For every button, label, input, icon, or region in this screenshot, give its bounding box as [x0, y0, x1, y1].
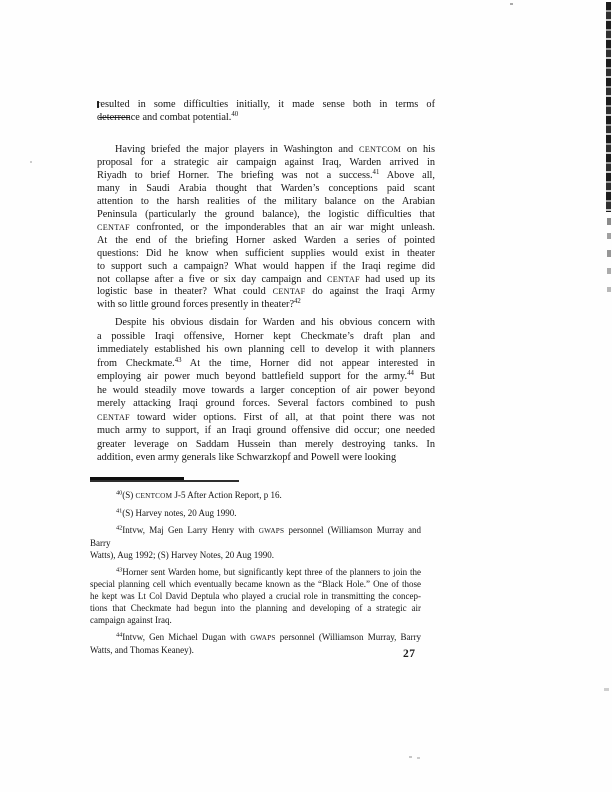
smallcaps-acronym: CENTCOM: [135, 492, 173, 500]
text-line: much army to support, if an Iraqi ground offensive did occur; one needed: [97, 425, 435, 436]
text-line: attention to the harsh realities of the military balance on the Arabian: [97, 195, 435, 207]
text-line: deterrence and combat potential.$^{40}$: [97, 111, 239, 123]
scan-artifact-speck: [510, 3, 513, 5]
text-line: he would steadily move towards a larger conception of air power beyond: [97, 384, 435, 396]
text-line: At the end of the briefing Horner asked Warden a series of pointed: [97, 234, 435, 246]
text-line: addition, even army generals like Schwarzkopf and Powell were looking: [97, 452, 397, 463]
footnote-ref: 44: [407, 370, 414, 377]
smallcaps-acronym: CENTAF: [272, 287, 306, 297]
scan-artifact-dash: [607, 218, 611, 225]
text-line: proposal for a strategic air campaign against Iraq, Warden arrived in: [97, 156, 435, 168]
footnote-40: [90, 489, 421, 502]
text-line: a possible Iraqi offensive, Horner kept Checkmate’s draft plan and: [97, 330, 435, 342]
footnote-42: [90, 524, 421, 561]
scan-artifact-right-edge-dashes: [606, 2, 611, 212]
text-line: Riyadh to brief Horner. The briefing was not a success.$^{41}$ Above all,: [97, 168, 435, 181]
text-line: immediately established his own planning cell to develop it with planners: [97, 344, 435, 355]
scan-artifact-dash: [607, 233, 611, 239]
paragraph: [97, 144, 435, 312]
text-line: greater leverage on Saddam Hussein than merely destroying tanks. In: [97, 438, 435, 450]
footnote-marker: 43: [116, 566, 123, 574]
footnote-ref: 41: [372, 168, 380, 176]
footnote-line: campaign against Iraq.: [90, 615, 172, 625]
footnote-ref: 42: [294, 298, 301, 306]
smallcaps-acronym: CENTAF: [327, 274, 360, 284]
smallcaps-acronym: GWAPS: [250, 634, 276, 642]
text-line: from Checkmate.$^{43}$ At the time, Horner did not appear interested in: [97, 356, 435, 369]
text-line: with so little ground forces presently in theater?$^{42}$: [97, 298, 301, 311]
text-line: to support such a campaign? What would happen if the Iraqi regime did: [97, 260, 435, 272]
text-line: questions: Did he know when sufficient supplies would exist in theater: [97, 247, 435, 259]
page-number: 27: [403, 648, 416, 660]
footnote-marker: 40: [116, 489, 123, 497]
smallcaps-acronym: CENTAF: [97, 222, 130, 232]
text-line: many in Saudi Arabia thought that Warden’s conceptions paid scant: [97, 182, 435, 194]
footnote-line: $^{40}$(S) CENTCOM J-5 After Action Report, p 16.: [116, 489, 282, 500]
text-line: not collapse after a five or six day campaign and CENTAF had used up its: [97, 273, 435, 285]
footnote-line: Watts, and Thomas Keaney).: [90, 645, 194, 655]
scan-artifact-speck: [417, 757, 420, 759]
footnote-43: [90, 566, 421, 626]
text-line: employing air power much beyond battlefield support for the army.$^{44}$ But: [97, 370, 435, 382]
footnote-line: tions that Checkmate had begun into the planning and developing of a strategic air: [90, 603, 421, 613]
footnote-ref: 40: [231, 111, 239, 118]
footnote-marker: 44: [116, 631, 123, 639]
footnote-line: $^{42}$Intvw, Maj Gen Larry Henry with GWAPS personnel (Williamson Murray and Barry: [90, 524, 421, 548]
footnote-separator-ghost: [90, 480, 239, 482]
smallcaps-acronym: CENTCOM: [359, 145, 402, 154]
footnote-line: special planning cell which eventually became known as the “Black Hole.” One of those: [90, 579, 421, 589]
footnotes: [90, 489, 421, 661]
text-line: Having briefed the major players in Washington and CENTCOM on his: [115, 144, 435, 155]
scan-artifact-speck: [30, 161, 32, 163]
text-line: Despite his obvious disdain for Warden and his obvious concern with: [115, 317, 435, 328]
footnote-line: $^{41}$(S) Harvey notes, 20 Aug 1990.: [116, 507, 237, 518]
scan-artifact-dash: [607, 268, 611, 274]
footnote-line: Watts), Aug 1992; (S) Harvey Notes, 20 Aug 1990.: [90, 550, 275, 560]
footnote-line: he kept was Lt Col David Deptula who played a crucial role in transmitting the concep-: [90, 591, 421, 601]
footnote-41: [90, 507, 421, 519]
paragraph: [97, 98, 435, 124]
smallcaps-acronym: CENTAF: [97, 412, 130, 422]
footnote-line: $^{44}$Intvw, Gen Michael Dugan with GWAPS personnel (Williamson Murray, Barry: [116, 631, 421, 642]
footnote-ref: 43: [174, 356, 182, 364]
text-line: merely attacking Iraqi ground forces. Several factors combined to push: [97, 398, 435, 409]
smallcaps-acronym: GWAPS: [258, 527, 285, 535]
footnote-marker: 41: [116, 507, 123, 515]
scan-artifact-dash: [607, 250, 611, 257]
paragraph: [97, 316, 435, 465]
footnote-marker: 42: [116, 524, 123, 532]
scan-artifact-speck: [604, 688, 609, 691]
text-line: logistic base in theater? What could CENTAF do against the Iraqi Army: [97, 286, 435, 298]
footnote-line: $^{43}$Horner sent Warden home, but significantly kept three of the planners to join the: [116, 566, 421, 577]
text-line: CENTAF confronted, or the imponderables that an air war might unleash.: [97, 221, 435, 233]
scan-artifact-dash: [607, 287, 611, 292]
text-line: Peninsula (particularly the ground balance), the logistic difficulties that: [97, 208, 435, 220]
scan-artifact-speck: [409, 756, 412, 758]
text-line: CENTAF toward wider options. First of all, at that point there was not: [97, 411, 435, 423]
text-line: resulted in some difficulties initially, it made sense both in terms of: [97, 99, 435, 110]
footnote-44: [90, 631, 421, 656]
